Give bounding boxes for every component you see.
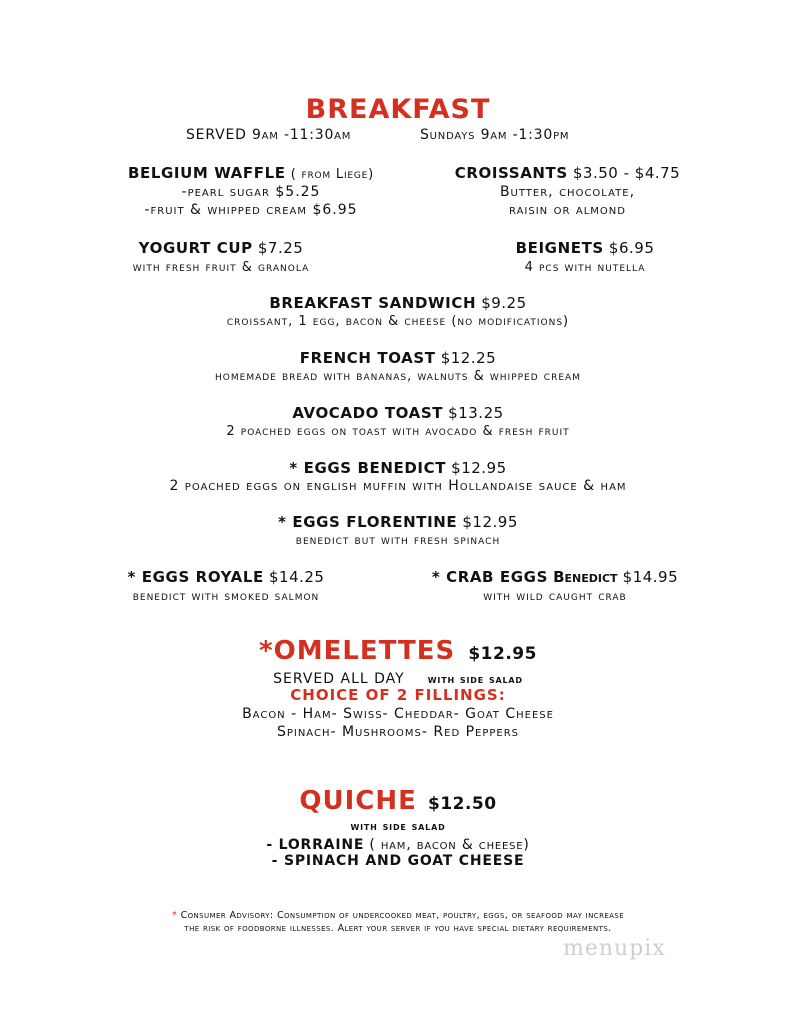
omelettes-fillings-1: Bacon - Ham- Swiss- Cheddar- Goat Cheese (242, 706, 554, 722)
omelettes-served-line (0, 670, 796, 686)
croissants-line2: raisin or almond (509, 202, 626, 218)
avocado-title (0, 405, 796, 421)
sandwich-desc: croissant, 1 egg, bacon & cheese (no modifications) (226, 314, 570, 329)
omelettes-side: with side salad (427, 672, 523, 686)
beignets-desc: 4 pcs with nutella (524, 260, 646, 275)
sandwich-price: $9.25 (481, 294, 527, 312)
quiche-spinach: - SPINACH AND GOAT CHEESE (271, 853, 525, 869)
advisory-star: * (171, 910, 178, 921)
french-toast-title (0, 350, 796, 366)
benedict-title (0, 460, 796, 476)
croissants-item (430, 165, 705, 217)
waffle-line1: -pearl sugar $5.25 (181, 184, 321, 200)
watermark: menupix (563, 936, 666, 961)
crab-name: * CRAB EGGS (431, 568, 548, 586)
florentine-title (0, 514, 796, 530)
yogurt-name: YOGURT CUP (138, 239, 253, 257)
waffle-note: ( from Liege) (290, 167, 375, 182)
hours-sunday: Sundays 9am -1:30pm (420, 127, 570, 143)
avocado-desc: 2 poached eggs on toast with avocado & fresh fruit (226, 424, 570, 439)
royale-desc: benedict with smoked salmon (132, 589, 320, 604)
quiche-lorraine-desc: ( ham, bacon & cheese) (369, 837, 530, 853)
croissants-price: $3.50 - $4.75 (572, 164, 681, 182)
royale-price: $14.25 (268, 568, 325, 586)
crab-item (405, 569, 705, 603)
avocado-price: $13.25 (448, 404, 504, 422)
yogurt-price: $7.25 (257, 239, 304, 257)
florentine-name: * EGGS FLORENTINE (278, 513, 458, 531)
hours-weekday: SERVED 9am -11:30am (186, 127, 352, 143)
omelettes-choice: CHOICE OF 2 FILLINGS: (290, 686, 506, 704)
quiche-title: QUICHE (299, 786, 417, 816)
royale-name: * EGGS ROYALE (127, 568, 264, 586)
benedict-desc: 2 poached eggs on english muffin with Hollandaise sauce & ham (169, 478, 627, 494)
yogurt-desc: with fresh fruit & granola (132, 260, 310, 275)
sandwich-title (0, 295, 796, 311)
sandwich-name: BREAKFAST SANDWICH (269, 294, 477, 312)
beignets-price: $6.95 (608, 239, 655, 257)
quiche-side: with side salad (350, 819, 446, 833)
advisory-line-1 (0, 911, 796, 921)
french-toast-price: $12.25 (440, 349, 497, 367)
waffle-name: BELGIUM WAFFLE (127, 164, 286, 182)
crab-price: $14.95 (622, 568, 679, 586)
omelettes-served: SERVED ALL DAY (273, 671, 405, 687)
waffle-line2: -fruit & whipped cream $6.95 (144, 202, 358, 218)
french-toast-name: FRENCH TOAST (299, 349, 436, 367)
florentine-desc: benedict but with fresh spinach (295, 533, 501, 548)
avocado-name: AVOCADO TOAST (292, 404, 444, 422)
croissants-line1: Butter, chocolate, (499, 184, 636, 200)
french-toast-desc: homemade bread with bananas, walnuts & whipped cream (215, 369, 581, 384)
waffle-item (86, 165, 416, 217)
royale-item (86, 569, 366, 603)
crab-desc: with wild caught crab (483, 589, 627, 604)
crab-name-b: Benedict (553, 568, 618, 586)
quiche-heading (0, 788, 796, 814)
benedict-name: * EGGS BENEDICT (289, 459, 447, 477)
quiche-lorraine (0, 836, 796, 852)
advisory-line-2: the risk of foodborne illnesses. Alert your server if you have special dietary requirements. (184, 923, 612, 934)
quiche-price: $12.50 (427, 794, 497, 814)
advisory-text-1: Consumer Advisory: Consumption of undercooked meat, poultry, eggs, or seafood may increase (180, 910, 625, 921)
croissants-name: CROISSANTS (454, 164, 568, 182)
yogurt-item (86, 240, 356, 274)
quiche-lorraine-name: - LORRAINE (266, 837, 365, 853)
breakfast-title: BREAKFAST (305, 94, 491, 125)
beignets-name: BEIGNETS (515, 239, 604, 257)
benedict-price: $12.95 (451, 459, 507, 477)
omelettes-title: *OMELETTES (259, 636, 456, 666)
omelettes-heading (0, 638, 796, 664)
omelettes-fillings-2: Spinach- Mushrooms- Red Peppers (276, 724, 520, 740)
beignets-item (475, 240, 695, 274)
omelettes-price: $12.95 (468, 644, 537, 664)
florentine-price: $12.95 (462, 513, 518, 531)
